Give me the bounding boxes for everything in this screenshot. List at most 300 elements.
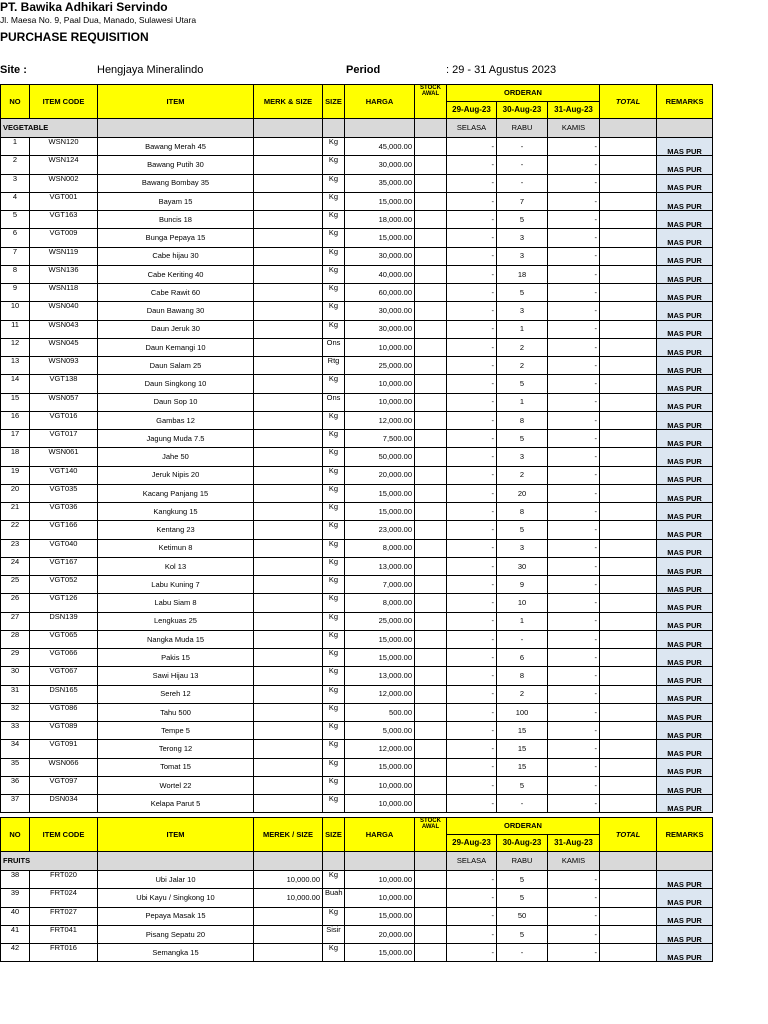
item-code: WSN124 (30, 156, 98, 174)
col-orderan: ORDERAN (447, 85, 600, 102)
item-merk (254, 411, 323, 429)
qty-day-1: - (447, 448, 497, 466)
item-remark: MAS PUR (657, 776, 713, 794)
item-price: 50,000.00 (345, 448, 415, 466)
item-price: 25,000.00 (345, 612, 415, 630)
item-code: DSN139 (30, 612, 98, 630)
item-size: Kg (323, 576, 345, 594)
col-remarks: REMARKS (657, 818, 713, 852)
qty-day-1: - (447, 740, 497, 758)
col-no: NO (1, 818, 30, 852)
qty-day-3: - (548, 302, 600, 320)
table-row (1, 211, 713, 229)
item-no: 37 (1, 795, 30, 813)
table-row (1, 247, 713, 265)
qty-day-2: 5 (497, 284, 548, 302)
qty-day-2: 3 (497, 229, 548, 247)
item-name: Terong 12 (98, 740, 254, 758)
col-stock-awal: STOCK AWAL (415, 818, 447, 852)
item-stock (415, 138, 447, 156)
col-no: NO (1, 85, 30, 119)
item-code: VGT009 (30, 229, 98, 247)
item-total (600, 284, 657, 302)
item-code: VGT065 (30, 630, 98, 648)
item-stock (415, 265, 447, 283)
table-row (1, 192, 713, 210)
item-price: 30,000.00 (345, 247, 415, 265)
item-no: 13 (1, 357, 30, 375)
item-stock (415, 375, 447, 393)
item-name: Pisang Sepatu 20 (98, 925, 254, 943)
qty-day-1: - (447, 338, 497, 356)
item-price: 13,000.00 (345, 557, 415, 575)
table-row (1, 795, 713, 813)
qty-day-3: - (548, 320, 600, 338)
day-3: KAMIS (548, 852, 600, 871)
qty-day-1: - (447, 649, 497, 667)
item-merk (254, 484, 323, 502)
item-no: 5 (1, 211, 30, 229)
qty-day-3: - (548, 484, 600, 502)
col-orderan: ORDERAN (447, 818, 600, 835)
item-size: Kg (323, 740, 345, 758)
item-total (600, 740, 657, 758)
fruit-rows (1, 871, 713, 962)
day-1: SELASA (447, 852, 497, 871)
table-row (1, 521, 713, 539)
item-no: 7 (1, 247, 30, 265)
qty-day-3: - (548, 944, 600, 962)
item-price: 12,000.00 (345, 685, 415, 703)
item-name: Kangkung 15 (98, 503, 254, 521)
qty-day-1: - (447, 539, 497, 557)
item-price: 5,000.00 (345, 722, 415, 740)
item-code: FRT027 (30, 907, 98, 925)
item-merk (254, 557, 323, 575)
qty-day-3: - (548, 229, 600, 247)
table-row (1, 393, 713, 411)
item-no: 29 (1, 649, 30, 667)
item-total (600, 357, 657, 375)
item-size: Kg (323, 375, 345, 393)
item-size: Kg (323, 776, 345, 794)
qty-day-3: - (548, 192, 600, 210)
item-merk (254, 466, 323, 484)
item-remark: MAS PUR (657, 302, 713, 320)
item-size: Kg (323, 211, 345, 229)
item-no: 41 (1, 925, 30, 943)
qty-day-1: - (447, 247, 497, 265)
item-no: 33 (1, 722, 30, 740)
day-2: RABU (497, 119, 548, 138)
qty-day-3: - (548, 211, 600, 229)
qty-day-3: - (548, 539, 600, 557)
qty-day-2: 5 (497, 776, 548, 794)
item-stock (415, 907, 447, 925)
item-size: Kg (323, 649, 345, 667)
item-remark: MAS PUR (657, 320, 713, 338)
item-size: Ons (323, 393, 345, 411)
item-price: 15,000.00 (345, 944, 415, 962)
qty-day-3: - (548, 430, 600, 448)
item-size: Kg (323, 229, 345, 247)
item-total (600, 539, 657, 557)
item-remark: MAS PUR (657, 740, 713, 758)
item-size: Kg (323, 703, 345, 721)
item-price: 20,000.00 (345, 466, 415, 484)
item-name: Tomat 15 (98, 758, 254, 776)
item-size: Rtg (323, 357, 345, 375)
item-merk (254, 375, 323, 393)
qty-day-2: 8 (497, 667, 548, 685)
table-row (1, 265, 713, 283)
item-code: VGT097 (30, 776, 98, 794)
item-code: WSN057 (30, 393, 98, 411)
qty-day-1: - (447, 229, 497, 247)
item-no: 39 (1, 889, 30, 907)
item-total (600, 156, 657, 174)
item-name: Bawang Bombay 35 (98, 174, 254, 192)
qty-day-1: - (447, 393, 497, 411)
item-remark: MAS PUR (657, 484, 713, 502)
item-code: VGT091 (30, 740, 98, 758)
table-row (1, 758, 713, 776)
qty-day-1: - (447, 484, 497, 502)
item-remark: MAS PUR (657, 539, 713, 557)
qty-day-3: - (548, 156, 600, 174)
item-total (600, 393, 657, 411)
qty-day-2: 6 (497, 649, 548, 667)
qty-day-2: 7 (497, 192, 548, 210)
item-merk (254, 521, 323, 539)
qty-day-1: - (447, 211, 497, 229)
qty-day-3: - (548, 284, 600, 302)
item-remark: MAS PUR (657, 944, 713, 962)
table-row (1, 722, 713, 740)
table-row (1, 375, 713, 393)
item-stock (415, 649, 447, 667)
qty-day-1: - (447, 722, 497, 740)
item-price: 13,000.00 (345, 667, 415, 685)
col-harga: HARGA (345, 85, 415, 119)
item-total (600, 576, 657, 594)
item-total (600, 192, 657, 210)
item-name: Pepaya Masak 15 (98, 907, 254, 925)
item-total (600, 265, 657, 283)
day-1: SELASA (447, 119, 497, 138)
item-remark: MAS PUR (657, 375, 713, 393)
item-no: 6 (1, 229, 30, 247)
item-size: Ons (323, 338, 345, 356)
period-label: Period (346, 64, 381, 76)
item-size: Kg (323, 430, 345, 448)
item-remark: MAS PUR (657, 357, 713, 375)
table-row (1, 448, 713, 466)
item-total (600, 320, 657, 338)
qty-day-1: - (447, 871, 497, 889)
qty-day-2: 15 (497, 740, 548, 758)
item-size: Kg (323, 320, 345, 338)
item-remark: MAS PUR (657, 430, 713, 448)
item-remark: MAS PUR (657, 889, 713, 907)
item-no: 23 (1, 539, 30, 557)
item-stock (415, 174, 447, 192)
item-name: Daun Kemangi 10 (98, 338, 254, 356)
item-size: Kg (323, 539, 345, 557)
item-code: WSN066 (30, 758, 98, 776)
qty-day-2: 20 (497, 484, 548, 502)
item-merk (254, 503, 323, 521)
item-merk (254, 576, 323, 594)
qty-day-2: 8 (497, 503, 548, 521)
item-remark: MAS PUR (657, 284, 713, 302)
table-row (1, 576, 713, 594)
table-row (1, 630, 713, 648)
qty-day-1: - (447, 557, 497, 575)
document-header (0, 0, 768, 84)
qty-day-3: - (548, 265, 600, 283)
item-no: 22 (1, 521, 30, 539)
item-code: WSN045 (30, 338, 98, 356)
item-no: 12 (1, 338, 30, 356)
item-remark: MAS PUR (657, 174, 713, 192)
item-remark: MAS PUR (657, 229, 713, 247)
item-name: Ketimun 8 (98, 539, 254, 557)
qty-day-2: 2 (497, 357, 548, 375)
qty-day-2: 3 (497, 302, 548, 320)
table-row (1, 944, 713, 962)
item-merk (254, 630, 323, 648)
qty-day-1: - (447, 156, 497, 174)
table-row (1, 229, 713, 247)
item-total (600, 484, 657, 502)
table-row (1, 612, 713, 630)
qty-day-1: - (447, 302, 497, 320)
item-name: Jahe 50 (98, 448, 254, 466)
item-code: VGT138 (30, 375, 98, 393)
qty-day-2: 1 (497, 393, 548, 411)
item-code: VGT040 (30, 539, 98, 557)
item-total (600, 776, 657, 794)
table-row (1, 503, 713, 521)
qty-day-3: - (548, 667, 600, 685)
qty-day-2: 5 (497, 211, 548, 229)
item-remark: MAS PUR (657, 925, 713, 943)
section-title: VEGETABLE (1, 119, 98, 138)
item-code: VGT166 (30, 521, 98, 539)
qty-day-3: - (548, 649, 600, 667)
item-merk (254, 758, 323, 776)
item-price: 10,000.00 (345, 776, 415, 794)
item-price: 8,000.00 (345, 539, 415, 557)
item-stock (415, 667, 447, 685)
item-name: Cabe hijau 30 (98, 247, 254, 265)
table-row (1, 411, 713, 429)
item-price: 8,000.00 (345, 594, 415, 612)
vegetable-rows (1, 138, 713, 813)
item-price: 500.00 (345, 703, 415, 721)
item-code: VGT052 (30, 576, 98, 594)
qty-day-1: - (447, 138, 497, 156)
col-merk-size: MEREK / SIZE (254, 818, 323, 852)
period-value: : 29 - 31 Agustus 2023 (446, 64, 557, 76)
item-price: 35,000.00 (345, 174, 415, 192)
item-size: Kg (323, 871, 345, 889)
item-total (600, 229, 657, 247)
item-remark: MAS PUR (657, 795, 713, 813)
item-stock (415, 503, 447, 521)
item-code: VGT035 (30, 484, 98, 502)
item-stock (415, 448, 447, 466)
item-code: WSN093 (30, 357, 98, 375)
item-size: Kg (323, 630, 345, 648)
qty-day-3: - (548, 889, 600, 907)
item-name: Tempe 5 (98, 722, 254, 740)
item-total (600, 667, 657, 685)
item-size: Kg (323, 594, 345, 612)
item-name: Kentang 23 (98, 521, 254, 539)
item-size: Kg (323, 192, 345, 210)
item-merk (254, 302, 323, 320)
item-price: 45,000.00 (345, 138, 415, 156)
table-row (1, 284, 713, 302)
item-no: 36 (1, 776, 30, 794)
item-name: Wortel 22 (98, 776, 254, 794)
item-stock (415, 630, 447, 648)
item-name: Jagung Muda 7.5 (98, 430, 254, 448)
qty-day-1: - (447, 375, 497, 393)
item-stock (415, 703, 447, 721)
qty-day-3: - (548, 871, 600, 889)
item-stock (415, 889, 447, 907)
item-stock (415, 871, 447, 889)
item-total (600, 944, 657, 962)
qty-day-2: 15 (497, 758, 548, 776)
qty-day-3: - (548, 521, 600, 539)
qty-day-2: 3 (497, 247, 548, 265)
item-name: Daun Sop 10 (98, 393, 254, 411)
header-row (1, 85, 713, 102)
item-merk (254, 776, 323, 794)
qty-day-2: 30 (497, 557, 548, 575)
table-row (1, 484, 713, 502)
qty-day-1: - (447, 357, 497, 375)
item-total (600, 521, 657, 539)
item-remark: MAS PUR (657, 758, 713, 776)
table-row (1, 594, 713, 612)
item-remark: MAS PUR (657, 649, 713, 667)
item-size: Kg (323, 685, 345, 703)
item-no: 9 (1, 284, 30, 302)
item-size: Kg (323, 557, 345, 575)
item-merk (254, 612, 323, 630)
col-item: ITEM (98, 818, 254, 852)
qty-day-2: 5 (497, 871, 548, 889)
item-total (600, 630, 657, 648)
qty-day-1: - (447, 521, 497, 539)
qty-day-1: - (447, 907, 497, 925)
item-name: Semangka 15 (98, 944, 254, 962)
item-merk: 10,000.00 (254, 871, 323, 889)
qty-day-3: - (548, 503, 600, 521)
item-no: 16 (1, 411, 30, 429)
item-price: 15,000.00 (345, 192, 415, 210)
qty-day-2: 5 (497, 925, 548, 943)
item-code: FRT020 (30, 871, 98, 889)
qty-day-2: 2 (497, 338, 548, 356)
item-price: 15,000.00 (345, 630, 415, 648)
item-code: VGT066 (30, 649, 98, 667)
item-merk (254, 539, 323, 557)
item-size: Kg (323, 503, 345, 521)
item-no: 24 (1, 557, 30, 575)
qty-day-1: - (447, 685, 497, 703)
qty-day-1: - (447, 503, 497, 521)
item-stock (415, 925, 447, 943)
qty-day-2: 9 (497, 576, 548, 594)
item-no: 11 (1, 320, 30, 338)
item-total (600, 138, 657, 156)
item-price: 20,000.00 (345, 925, 415, 943)
qty-day-1: - (447, 612, 497, 630)
item-size: Kg (323, 722, 345, 740)
qty-day-1: - (447, 667, 497, 685)
table-row (1, 539, 713, 557)
item-name: Labu Siam 8 (98, 594, 254, 612)
item-merk (254, 320, 323, 338)
col-size: SIZE (323, 818, 345, 852)
col-item: ITEM (98, 85, 254, 119)
item-stock (415, 612, 447, 630)
item-no: 1 (1, 138, 30, 156)
item-stock (415, 430, 447, 448)
qty-day-2: 8 (497, 411, 548, 429)
qty-day-3: - (548, 907, 600, 925)
item-code: FRT016 (30, 944, 98, 962)
qty-day-3: - (548, 576, 600, 594)
item-total (600, 722, 657, 740)
item-stock (415, 539, 447, 557)
item-no: 21 (1, 503, 30, 521)
header-row (1, 818, 713, 835)
qty-day-1: - (447, 174, 497, 192)
item-stock (415, 722, 447, 740)
qty-day-2: - (497, 156, 548, 174)
item-price: 30,000.00 (345, 156, 415, 174)
item-code: WSN002 (30, 174, 98, 192)
item-name: Ubi Kayu / Singkong 10 (98, 889, 254, 907)
item-remark: MAS PUR (657, 265, 713, 283)
table-row (1, 466, 713, 484)
item-total (600, 649, 657, 667)
item-code: VGT067 (30, 667, 98, 685)
item-price: 10,000.00 (345, 338, 415, 356)
item-stock (415, 521, 447, 539)
table-row (1, 320, 713, 338)
col-merk-size: MERK & SIZE (254, 85, 323, 119)
item-total (600, 211, 657, 229)
qty-day-2: 1 (497, 320, 548, 338)
qty-day-1: - (447, 944, 497, 962)
item-stock (415, 685, 447, 703)
qty-day-3: - (548, 795, 600, 813)
item-merk (254, 211, 323, 229)
item-code: FRT024 (30, 889, 98, 907)
section-title: FRUITS (1, 852, 98, 871)
item-remark: MAS PUR (657, 211, 713, 229)
site-value: Hengjaya Mineralindo (97, 64, 204, 76)
section-row-fruits (1, 852, 713, 871)
